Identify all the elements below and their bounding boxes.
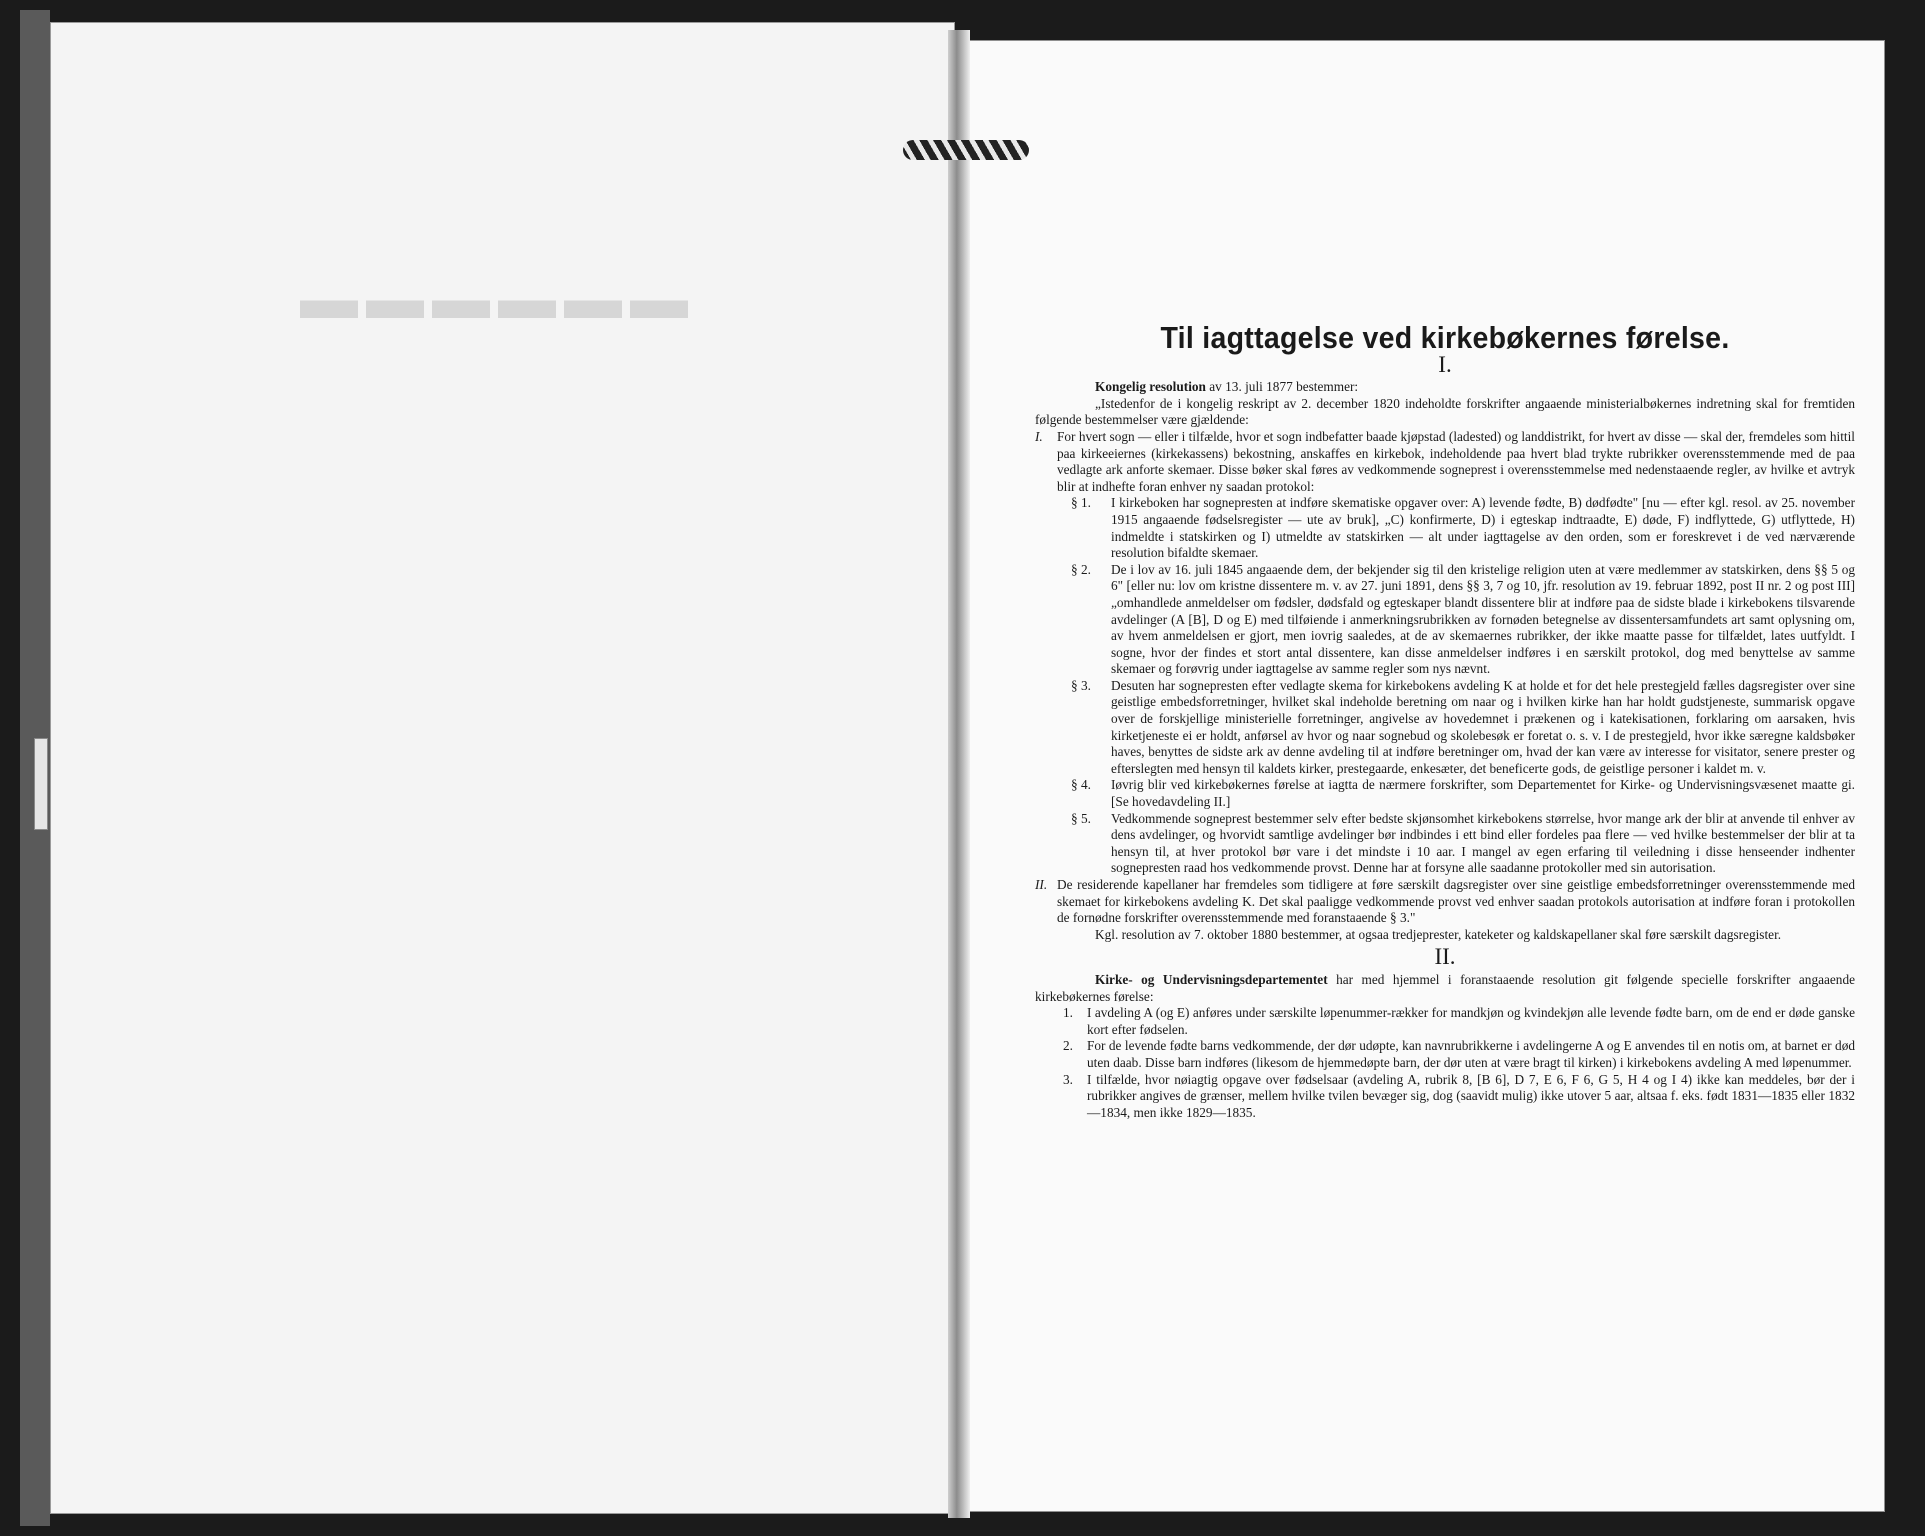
paragraph-item — [1035, 562, 1855, 678]
rule-label: 3. — [1063, 1071, 1073, 1087]
department-intro — [1035, 972, 1855, 1005]
rule-text: For de levende fødte barns vedkommende, der dør udøpte, kan navnrubrikkerne i avdelingerne A og E anvendes til en notis om, at barnet er død uten daab. Disse barn indføres (likesom de hjemmedøpte barn, der dør uten at være bragt til kirken) i kirkebokens avdeling A med løpenummer. — [1087, 1038, 1855, 1070]
binding-stitch — [903, 140, 1029, 160]
instructions-text — [1035, 320, 1855, 1121]
intro-rest: av 13. juli 1877 bestemmer: — [1205, 379, 1359, 395]
book-spine — [948, 30, 970, 1518]
item-i-label: I. — [1035, 428, 1043, 444]
intro-bold: Kongelig resolution — [1095, 379, 1206, 395]
item-ii-label: II. — [1035, 877, 1048, 892]
rule-label: 2. — [1063, 1038, 1073, 1054]
bleed-through-mark: ▬▬▬▬▬▬ — [300, 266, 696, 331]
page-tab — [34, 738, 48, 830]
item-ii-text: De residerende kapellaner har fremdeles som tidligere at føre særskilt dagsregister over sine geistlige embedsforretninger overensstemmende med skemaet for kirkebokens avdeling K. Det skal paaligge vedkommende provst ved enhver saadan protokols autorisation at indføre foran i protokollen de fornødne forskrifter overensstemmende med foranstaaende § 3." — [1057, 877, 1855, 926]
department-bold: Kirke- og Undervisningsdepartementet — [1095, 971, 1328, 987]
paragraph-item — [1035, 811, 1855, 877]
paragraph-label: § 3. — [1071, 677, 1091, 693]
left-page — [50, 22, 955, 1514]
intro-quote: „Istedenfor de i kongelig reskript av 2. december 1820 indeholdte forskrifter angaaende ministerialbøkernes indretning skal for fremtiden følgende bestemmelser være gjældende: — [1035, 395, 1855, 428]
paragraph-item — [1035, 495, 1855, 561]
rule-text: I tilfælde, hvor nøiagtig opgave over fødselsaar (avdeling A, rubrik 8, [B 6], D 7, E 6, F 6, G 5, H 4 og I 4) ikke kan meddeles, bør der i rubrikker angives de grænser, mellem hvilke tvilen bevæger sig, dog (saavidt mulig) ikke utover 5 aar, altsaa f. eks. født 1831—1835 eller 1832—1834, men ikke 1829—1835. — [1087, 1071, 1855, 1120]
intro-paragraph — [1035, 379, 1855, 396]
rule-item — [1035, 1072, 1855, 1122]
rule-item — [1035, 1005, 1855, 1038]
item-i — [1035, 429, 1855, 495]
section-heading-one: I. — [1438, 351, 1452, 377]
section-heading-two: II. — [1434, 944, 1456, 970]
paragraph-label: § 4. — [1071, 777, 1091, 793]
page-title: Til iagttagelse ved kirkebøkernes førelse. — [1160, 320, 1730, 355]
paragraph-text: Desuten har sognepresten efter vedlagte skema for kirkebokens avdeling K at holde et for det hele prestegjeld fælles dagsregister over sine geistlige embedsforretninger, hvilket skal indeholde beretning om naar og i hvilken kirke han har holdt gudstjeneste, summarisk opgave over de forskjellige ministerielle forretninger, angivelse av hovedemnet i prækenen og i katekisationen, forklaring om aarsaken, hvis kirketjeneste ei er holdt, anførsel av hvor og naar sognebud og skolebesøk er foretat o. s. v. I de prestegjeld, hvor ikke særegne kaldsbøker haves, benyttes de sidste ark av denne avdeling til at indføre beretninger om, hvad der kan være av interesse for visitator, senere prester og efterslegten med hensyn til kaldets kirker, prestegaarde, enkesæter, det beneficerte gods, de geistlige personer i kaldet m. v. — [1111, 677, 1855, 776]
paragraph-text: Iøvrig blir ved kirkebøkernes førelse at iagtta de nærmere forskrifter, som Departementet for Kirke- og Undervisningsvæsenet maatte gi. [Se hovedavdeling II.] — [1111, 777, 1855, 810]
paragraph-label: § 5. — [1071, 810, 1091, 826]
paragraph-item — [1035, 777, 1855, 810]
paragraph-label: § 1. — [1071, 495, 1091, 511]
item-i-text: For hvert sogn — eller i tilfælde, hvor et sogn indbefatter baade kjøpstad (ladested) og landdistrikt, for hvert av disse — skal der, fremdeles som hittil paa kirkeeiernes (kirkekassens) bekostning, anskaffes en kirkebok, indeholdende paa hvert blad trykte rubrikker overensstemmende med de paa vedlagte ark anforte skemaer. Disse bøker skal føres av vedkommende sogneprest i overensstemmelse med nedenstaaende regler, av hvilke et avtryk blir at indhefte foran enhver ny saadan protokol: — [1057, 428, 1855, 494]
paragraph-text: Vedkommende sogneprest bestemmer selv efter bedste skjønsomhet kirkebokens størrelse, hvor mange ark der blir at anvende til enhver av dens avdelinger, og hvorvidt samtlige avdelinger bør indbindes i ett bind eller fordeles paa flere — ved hvilke bestemmelser der blir at ta hensyn til, at hver protokol bør vare i det mindste i 10 aar. I mangel av egen erfaring til veiledning i disse henseender indhenter sognepresten raad hos vedkommende provst. Denne har at forsyne alle saadanne protokoller med sin autorisation. — [1111, 810, 1855, 876]
rule-label: 1. — [1063, 1005, 1073, 1021]
paragraph-label: § 2. — [1071, 561, 1091, 577]
paragraph-item — [1035, 678, 1855, 778]
item-ii — [1035, 877, 1855, 927]
paragraph-text: De i lov av 16. juli 1845 angaaende dem, der bekjender sig til den kristelige religion uten at være medlemmer av statskirken, dens §§ 5 og 6" [eller nu: lov om kristne dissentere m. v. av 27. juni 1891, dens §§ 3, 7 og 10, jfr. resolution av 19. februar 1892, post II nr. 2 og post III] „omhandlede anmeldelser om fødsler, dødsfald og egteskaper blandt dissentere blir at indføre paa de sidste blade i kirkebokens tilsvarende avdelinger (A [B], D og E) med tilføiende i anmerkningsrubrikken av fornøden betegnelse av dissentersamfundets art samt oplysning om, av hvem anmeldelsen er gjort, men iovrig saaledes, at de av skemaernes rubrikker, der ikke maatte passe for tilfældet, lates uutfyldt. I sogne, hvor der findes et stort antal dissentere, kan disse anmeldelser indføres i en særskilt protokol, dog med benyttelse av samme skemaer og forøvrig under iagttagelse av samme regler som nys nævnt. — [1111, 561, 1855, 677]
paragraph-text: I kirkeboken har sognepresten at indføre skematiske opgaver over: A) levende fødte, B) dødfødte" [nu — efter kgl. resol. av 25. november 1915 angaaende fødselsregister — ute av bruk], „C) konfirmerte, D) i egteskap indtraadte, E) døde, F) indflyttede, G) utflyttede, H) indmeldte i statskirken og I) utmeldte av statskirken — alt under iagttagelse av den orden, som er foreskrevet i de ved nærværende resolution bifaldte skemaer. — [1111, 495, 1855, 561]
rule-item — [1035, 1038, 1855, 1071]
rule-text: I avdeling A (og E) anføres under særskilte løpenummer-rækker for mandkjøn og kvindekjøn alle levende fødte barn, om de end er døde ganske kort efter fødselen. — [1087, 1005, 1855, 1037]
resolution-1880: Kgl. resolution av 7. oktober 1880 bestemmer, at ogsaa tredjeprester, kateketer og kaldskapellaner skal føre særskilt dagsregister. — [1095, 926, 1782, 942]
department-rest: har med hjemmel i foranstaaende resolution git følgende specielle forskrifter angaaende kirkebøkernes førelse: — [1035, 971, 1855, 1004]
